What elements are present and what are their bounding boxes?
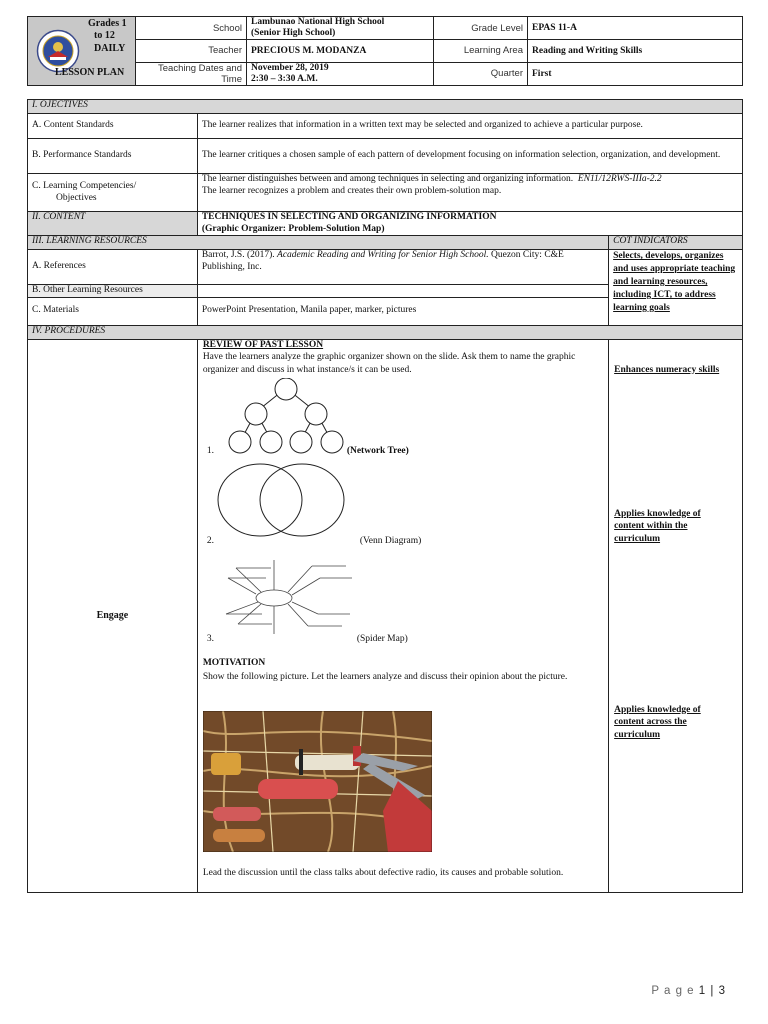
- motivation-text: Show the following picture. Let the learners analyze and discuss their opinion about the picture.: [202, 671, 568, 682]
- learning-area-value: Reading and Writing Skills: [528, 40, 743, 62]
- learning-competencies-label: C. Learning Competencies/ Objectives: [28, 174, 198, 212]
- content-standards-text: The learner realizes that information in a written text may be selected and organized to achieve a particular purpose.: [197, 114, 742, 139]
- review-text: Have the learners analyze the graphic organizer shown on the slide. Ask them to name the graphic organizer and discuss in what instance/s it can be used.: [202, 351, 576, 375]
- lesson-plan-body: [27, 99, 743, 893]
- performance-standards-text: The learner critiques a chosen sample of each pattern of development focusing on information selection, organization, and development.: [197, 139, 742, 174]
- references-label: A. References: [28, 250, 198, 285]
- school-label: School: [136, 17, 247, 40]
- item3-number: 3.: [206, 633, 214, 644]
- network-tree-diagram: [226, 378, 346, 458]
- cot-across-curriculum: Applies knowledge of content across the curriculum: [614, 704, 701, 740]
- grade-level-label: Grade Level: [434, 17, 528, 40]
- other-resources-text: [197, 285, 608, 298]
- page-number: 1: [698, 985, 707, 997]
- grade-level-value: EPAS 11-A: [528, 17, 743, 40]
- dates-label: Teaching Dates and Time: [136, 62, 247, 85]
- materials-label: C. Materials: [28, 297, 198, 325]
- page-footer: [651, 985, 726, 997]
- engage-content: [197, 339, 608, 892]
- defective-radio-photo: [203, 711, 432, 852]
- references-text: Barrot, J.S. (2017). Academic Reading and Writing for Senior High School. Quezon City: C&E Publishing, Inc.: [197, 250, 608, 285]
- motivation-title: MOTIVATION: [202, 657, 266, 668]
- teacher-value: PRECIOUS M. MODANZA: [247, 40, 434, 62]
- daily-label: DAILY: [94, 43, 126, 54]
- learning-area-label: Learning Area: [434, 40, 528, 62]
- cot-indicators-heading: COT INDICATORS: [609, 236, 743, 250]
- page-total: 3: [718, 985, 726, 997]
- quarter-value: First: [528, 62, 743, 85]
- deped-logo-cell: [28, 17, 136, 86]
- objectives-heading: I. OJECTIVES: [28, 100, 743, 114]
- lead-text: Lead the discussion until the class talks about defective radio, its causes and probable solution.: [202, 867, 564, 878]
- resources-heading: III. LEARNING RESOURCES: [28, 236, 609, 250]
- content-heading: II. CONTENT: [28, 212, 198, 236]
- content-standards-label: A. Content Standards: [28, 114, 198, 139]
- school-value: Lambunao National High School (Senior High School): [247, 17, 434, 40]
- quarter-label: Quarter: [434, 62, 528, 85]
- review-title: REVIEW OF PAST LESSON: [202, 339, 324, 350]
- procedures-heading: IV. PROCEDURES: [28, 325, 743, 339]
- item2-number: 2.: [206, 535, 214, 546]
- grades-label-2: to 12: [94, 30, 115, 41]
- materials-text: PowerPoint Presentation, Manila paper, marker, pictures: [197, 297, 608, 325]
- item3-name: (Spider Map): [356, 633, 408, 644]
- performance-standards-label: B. Performance Standards: [28, 139, 198, 174]
- page-word: P a g e: [651, 985, 695, 997]
- engage-phase-label: Engage: [28, 339, 198, 892]
- teacher-label: Teacher: [136, 40, 247, 62]
- grades-label: Grades 1: [88, 18, 127, 29]
- dates-value: November 28, 2019 2:30 – 3:30 A.M.: [247, 62, 434, 85]
- venn-diagram: [216, 462, 346, 538]
- engage-cot-column: [609, 339, 743, 892]
- spider-map-diagram: [216, 554, 356, 640]
- cot-resources-indicator: Selects, develops, organizes and uses appropriate teaching and learning resources, including ICT, to address learning goals: [609, 250, 743, 326]
- item1-number: 1.: [206, 445, 214, 456]
- learning-competencies-text: The learner distinguishes between and among techniques in selecting and organizing information. EN11/12RWS-IIIa-2.2 The learner recognizes a problem and creates their own problem-solution map.: [197, 174, 742, 212]
- page-separator: |: [710, 985, 715, 997]
- item2-name: (Venn Diagram): [359, 535, 422, 546]
- cot-within-curriculum: Applies knowledge of content within the curriculum: [614, 508, 701, 544]
- lesson-plan-header: [27, 16, 743, 86]
- competency-code: EN11/12RWS-IIIa-2.2: [577, 174, 662, 184]
- item1-name: (Network Tree): [346, 445, 409, 456]
- cot-numeracy: Enhances numeracy skills: [614, 364, 720, 375]
- other-resources-label: B. Other Learning Resources: [28, 285, 198, 298]
- lesson-plan-label: LESSON PLAN: [55, 67, 125, 78]
- content-title: TECHNIQUES IN SELECTING AND ORGANIZING INFORMATION (Graphic Organizer: Problem-Solution Map): [197, 212, 742, 236]
